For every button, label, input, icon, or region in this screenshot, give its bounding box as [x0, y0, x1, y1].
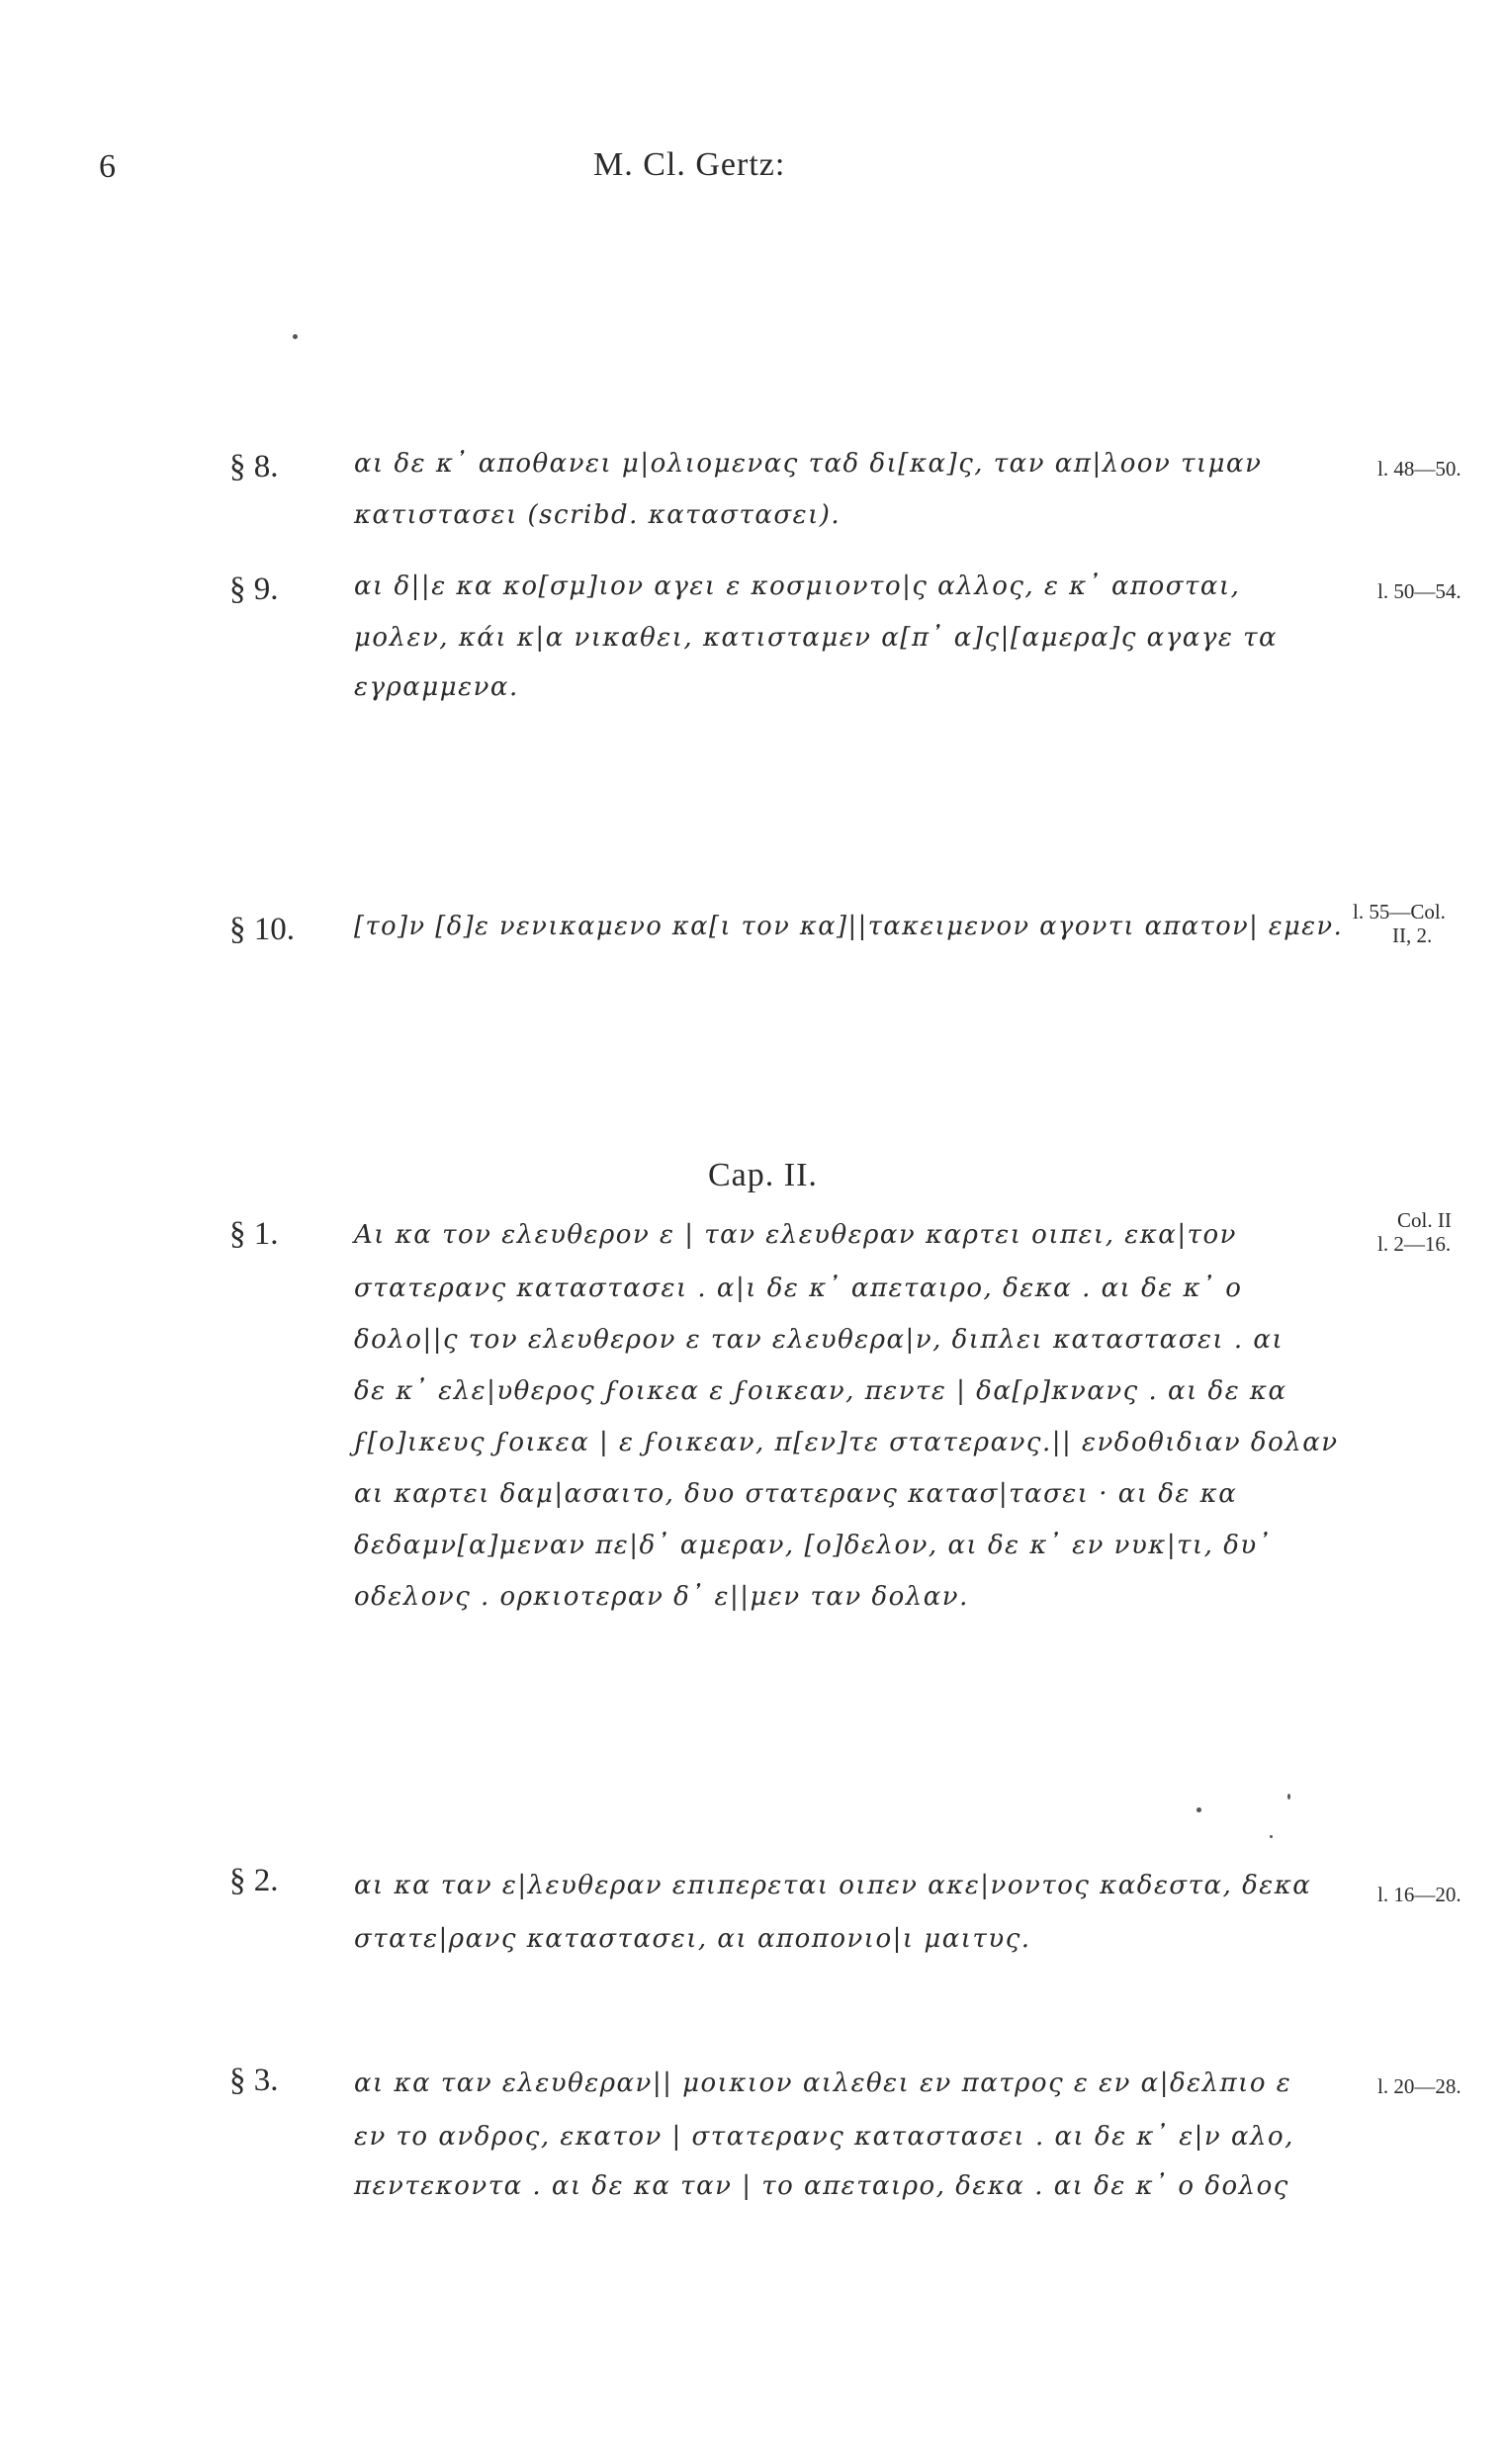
text-line: μολεν, κάι κ|α νικαθει, κατισταμεν α[π᾽ α]ς|[αμερα]ς αγαγε τα: [354, 623, 1279, 653]
line-reference: Col. II: [1397, 1208, 1452, 1232]
text-line: αι δε κ᾽ αποθανει μ|ολιομενας ταδ δι[κα]ς, ταν απ|λοον τιμαν: [354, 449, 1263, 479]
text-line: δεδαμν[α]μεναν πε|δ᾽ αμεραν, [ο]δελον, αι δε κ᾽ εν νυκ|τι, δυ᾽: [354, 1531, 1273, 1560]
text-line: αι κα ταν ε|λευθεραν επιπερεται οιπεν ακε|νοντος καδεστα, δεκα: [354, 1871, 1312, 1900]
text-line: αι κα ταν ελευθεραν|| μοικιον αιλεθει εν πατρος ε εν α|δελπιο ε: [354, 2068, 1292, 2098]
section-marker: § 1.: [229, 1216, 279, 1252]
line-reference: II, 2.: [1392, 924, 1433, 947]
text-line: αι δ||ε κα κο[σμ]ιον αγει ε κοσμιοντο|ς αλλος, ε κ᾽ αποσται,: [354, 572, 1241, 601]
text-line: δολο||ς τον ελευθερον ε ταν ελευθερα|ν, διπλει καταστασει . αι: [354, 1325, 1285, 1355]
line-reference: l. 20—28.: [1377, 2074, 1462, 2098]
text-line: ϝ[ο]ικευς ϝοικεα | ε ϝοικεαν, π[εν]τε στατερανς.|| ενδοθιδιαν δολαν: [354, 1428, 1339, 1457]
text-line: στατερανς καταστασει . α|ι δε κ᾽ απεταιρο, δεκα . αι δε κ᾽ ο: [354, 1274, 1243, 1303]
text-line: στατε|ρανς καταστασει, αι αποπονιο|ι μαιτυς.: [354, 1924, 1031, 1954]
text-line: Αι κα τον ελευθερον ε | ταν ελευθεραν καρτει οιπει, εκα|τον: [354, 1220, 1237, 1250]
line-reference: l. 2—16.: [1377, 1232, 1452, 1256]
ink-speck: [293, 334, 298, 339]
line-reference: l. 55—Col.: [1353, 900, 1446, 924]
section-marker: § 3.: [229, 2063, 279, 2098]
section-marker: § 9.: [229, 572, 279, 607]
ink-speck: [1270, 1835, 1273, 1838]
text-line: κατιστασει (scribd. καταστασει).: [354, 500, 842, 530]
running-head: M. Cl. Gertz:: [593, 146, 786, 183]
text-line: [το]ν [δ]ε νενικαμενο κα[ι τον κα]||τακειμενον αγοντι απατον| εμεν.: [354, 912, 1344, 941]
text-line: εγραμμενα.: [354, 672, 519, 702]
text-line: αι καρτει δαμ|ασαιτο, δυο στατερανς κατασ|τασει · αι δε κα: [354, 1479, 1238, 1509]
text-line: δε κ᾽ ελε|υθερος ϝοικεα ε ϝοικεαν, πεντε | δα[ρ]κνανς . αι δε κα: [354, 1376, 1287, 1406]
line-reference: l. 50—54.: [1377, 579, 1462, 603]
line-reference: l. 48—50.: [1377, 457, 1462, 481]
line-reference: l. 16—20.: [1377, 1883, 1462, 1906]
ink-speck: [1196, 1807, 1201, 1812]
chapter-heading: Cap. II.: [708, 1157, 818, 1193]
page-number: 6: [99, 148, 116, 185]
text-line: οδελονς . ορκιοτεραν δ᾽ ε||μεν ταν δολαν.: [354, 1582, 969, 1612]
section-marker: § 10.: [229, 912, 295, 947]
section-marker: § 8.: [229, 449, 279, 484]
section-marker: § 2.: [229, 1863, 279, 1898]
ink-speck: [1287, 1794, 1290, 1800]
text-line: εν το ανδρος, εκατον | στατερανς καταστασει . αι δε κ᾽ ε|ν αλο,: [354, 2122, 1294, 2152]
text-line: πεντεκοντα . αι δε κα ταν | το απεταιρο, δεκα . αι δε κ᾽ ο δολος: [354, 2171, 1289, 2201]
